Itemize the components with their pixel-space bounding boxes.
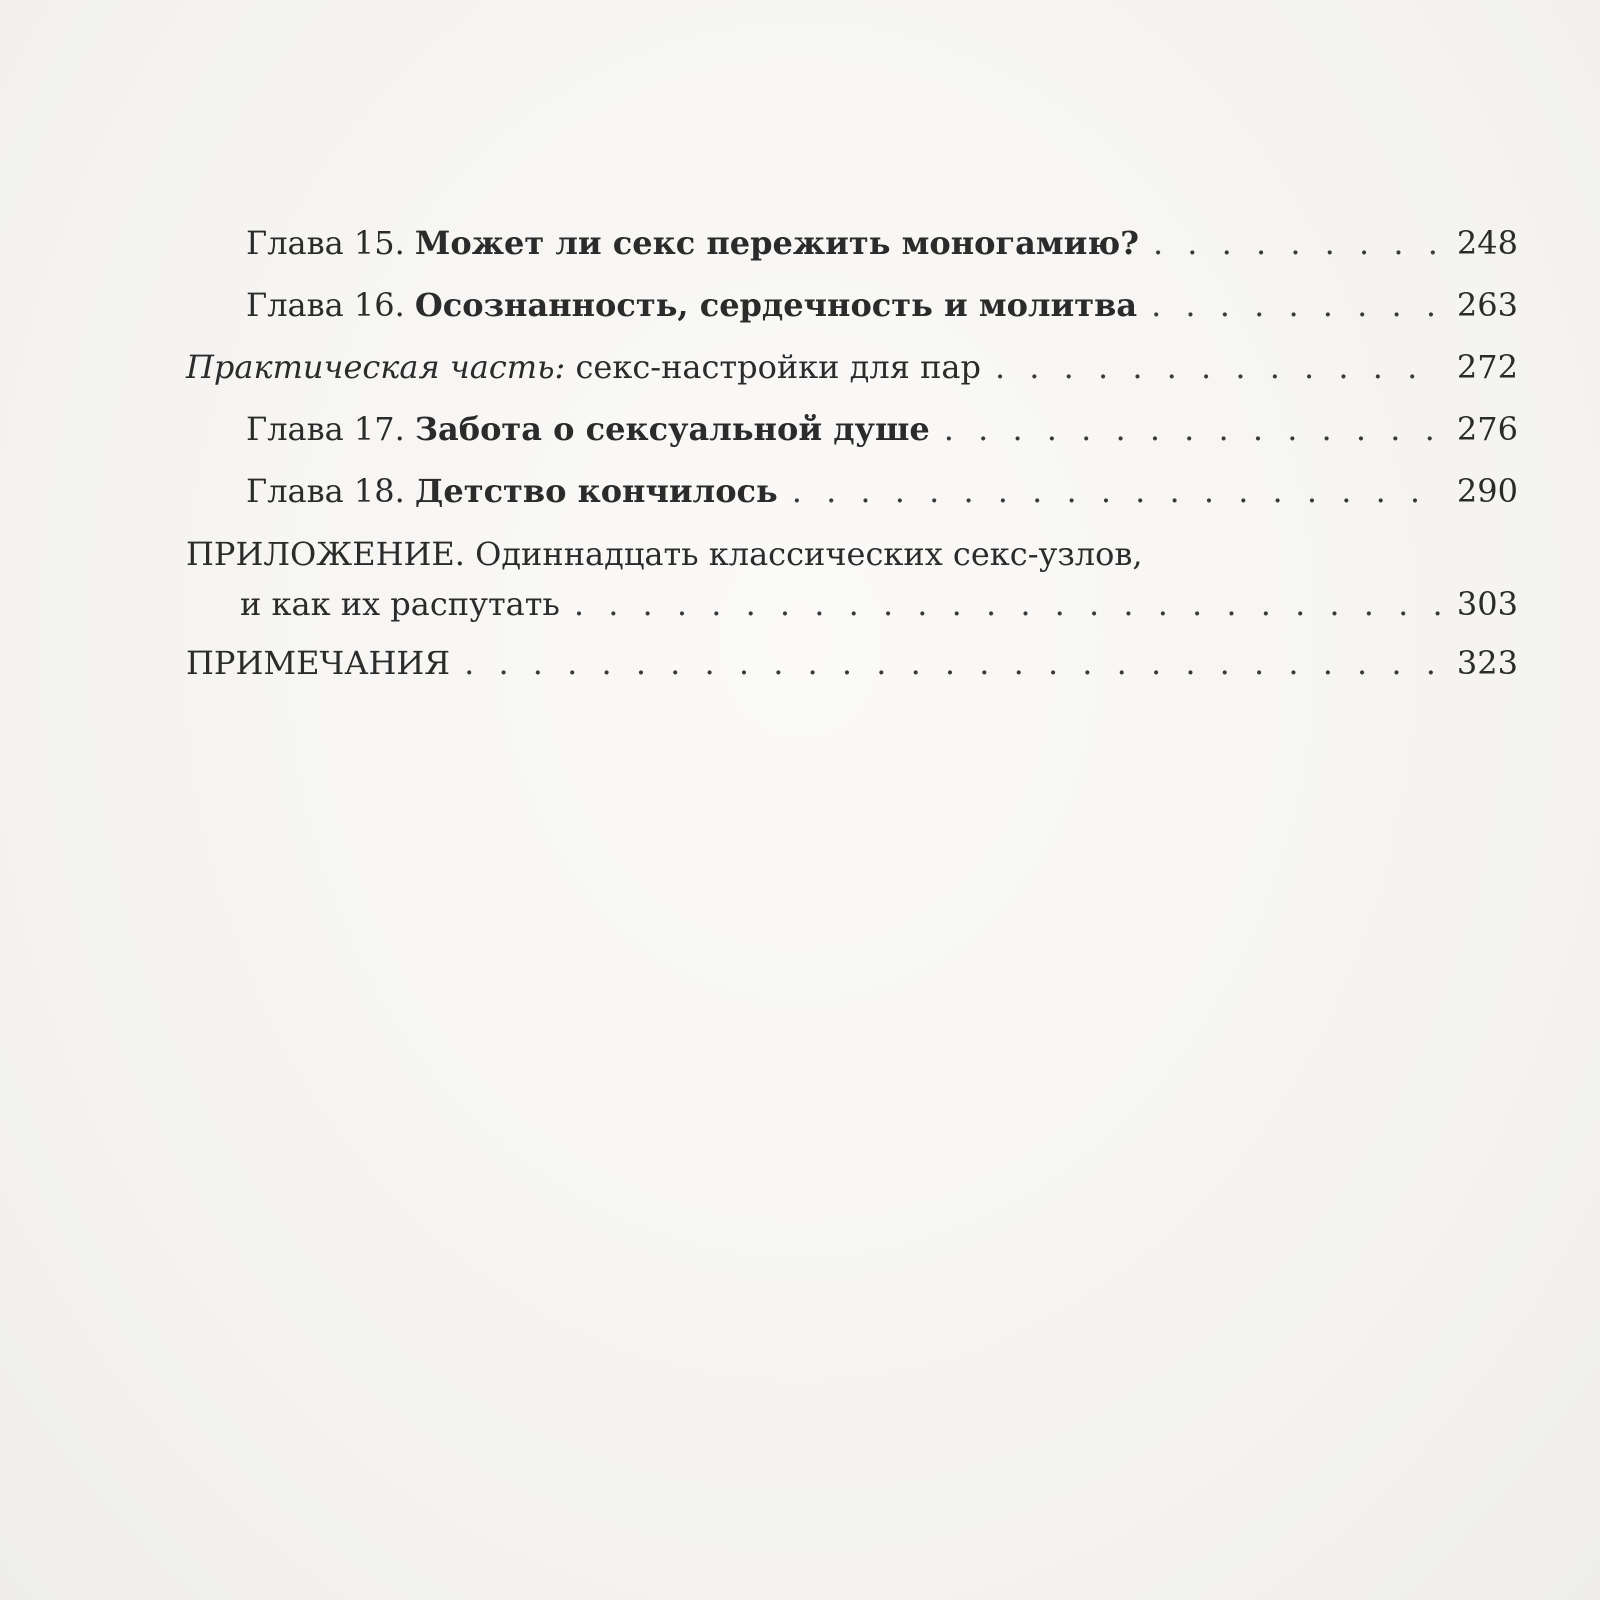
chapter-prefix: Глава 15. — [246, 224, 405, 262]
toc-entry-practice[interactable] — [186, 336, 1518, 398]
toc-entry-notes[interactable] — [186, 632, 1518, 694]
dot-leader — [995, 336, 1444, 398]
chapter-prefix: Глава 16. — [246, 286, 405, 324]
page-number: 248 — [1456, 224, 1518, 262]
practice-prefix: Практическая часть: — [186, 348, 566, 386]
dot-leader — [1151, 274, 1444, 336]
dot-leader — [574, 576, 1444, 632]
appendix-title-line2: и как их распутать — [240, 585, 560, 623]
ghost-line — [186, 690, 1518, 754]
notes-title: ПРИМЕЧАНИЯ — [186, 644, 451, 682]
dot-leader — [1153, 212, 1444, 274]
dot-leader — [944, 398, 1444, 460]
toc-entry-label — [246, 460, 778, 522]
chapter-prefix: Глава 18. — [246, 472, 405, 510]
dot-leader — [464, 632, 1444, 694]
appendix-title-line1: ПРИЛОЖЕНИЕ. Одиннадцать классических секс-узлов, — [186, 535, 1143, 573]
toc-entry-chapter-18[interactable] — [186, 460, 1518, 522]
toc-entry-label — [186, 336, 981, 398]
chapter-title: Может ли секс пережить моногамию? — [414, 224, 1139, 262]
toc-entry-chapter-16[interactable] — [186, 274, 1518, 336]
chapter-title: Осознанность, сердечность и молитва — [414, 286, 1138, 324]
page-number: 272 — [1456, 348, 1518, 386]
toc-entry-chapter-17[interactable] — [186, 398, 1518, 460]
toc-entry-chapter-15[interactable] — [186, 212, 1518, 274]
page-number: 276 — [1456, 410, 1518, 448]
show-through-from-reverse-page — [186, 690, 1518, 882]
toc-entry-label — [246, 212, 1139, 274]
chapter-prefix: Глава 17. — [246, 410, 405, 448]
page-number: 303 — [1456, 585, 1518, 623]
table-of-contents — [186, 212, 1518, 694]
toc-entry-label — [246, 398, 930, 460]
practice-title: секс-настройки для пар — [575, 348, 981, 386]
page-number: 263 — [1456, 286, 1518, 324]
ghost-line — [186, 818, 1518, 882]
page-number: 290 — [1456, 472, 1518, 510]
toc-entry-appendix-continued[interactable] — [186, 576, 1518, 632]
page-number: 323 — [1456, 644, 1518, 682]
toc-entry-label — [246, 274, 1137, 336]
toc-entry-appendix[interactable] — [186, 532, 1518, 576]
chapter-title: Детство кончилось — [414, 472, 778, 510]
dot-leader — [792, 460, 1444, 522]
chapter-title: Забота о сексуальной душе — [414, 410, 930, 448]
ghost-line — [186, 754, 1518, 818]
